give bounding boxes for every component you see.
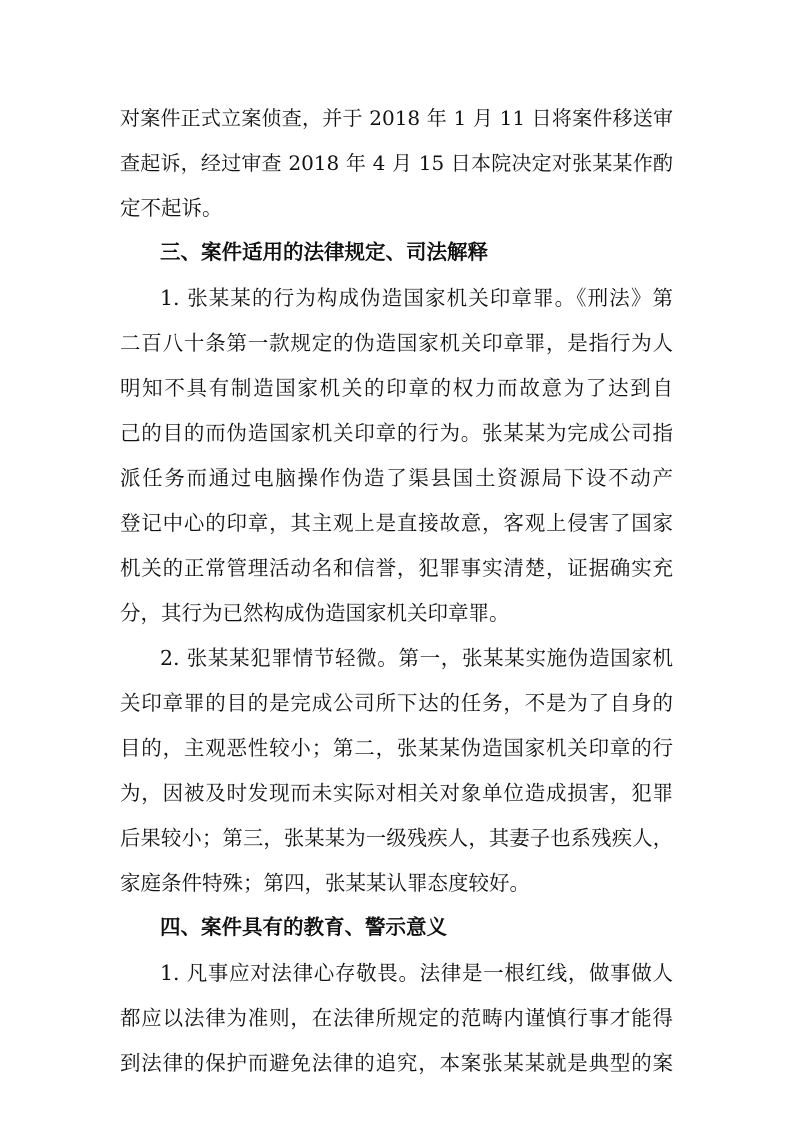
body-line: 2. 张某某犯罪情节轻微。第一，张某某实施伪造国家机 <box>160 646 673 670</box>
body-line: 机关的正常管理活动名和信誉，犯罪事实清楚，证据确实充 <box>120 556 673 580</box>
body-line: 1. 凡事应对法律心存敬畏。法律是一根红线，做事做人 <box>160 961 673 985</box>
body-line: 到法律的保护而避免法律的追究，本案张某某就是典型的案 <box>120 1051 673 1075</box>
body-line: 明知不具有制造国家机关的印章的权力而故意为了达到自 <box>120 376 673 400</box>
body-line: 后果较小；第三，张某某为一级残疾人，其妻子也系残疾人， <box>120 826 673 850</box>
body-line: 目的，主观恶性较小；第二，张某某伪造国家机关印章的行 <box>120 736 673 760</box>
body-line: 家庭条件特殊；第四，张某某认罪态度较好。 <box>120 871 530 895</box>
section-heading-three: 三、案件适用的法律规定、司法解释 <box>160 240 488 264</box>
body-line: 登记中心的印章，其主观上是直接故意，客观上侵害了国家 <box>120 511 673 535</box>
body-line: 二百八十条第一款规定的伪造国家机关印章罪，是指行为人 <box>120 331 673 355</box>
body-line: 定不起诉。 <box>120 196 223 220</box>
section-heading-four: 四、案件具有的教育、警示意义 <box>160 915 447 939</box>
body-line: 己的目的而伪造国家机关印章的行为。张某某为完成公司指 <box>120 421 673 445</box>
body-line: 1. 张某某的行为构成伪造国家机关印章罪。《刑法》第 <box>160 286 673 310</box>
body-line: 都应以法律为准则，在法律所规定的范畴内谨慎行事才能得 <box>120 1006 673 1030</box>
body-line: 对案件正式立案侦查，并于 2018 年 1 月 11 日将案件移送审 <box>120 106 673 130</box>
body-line: 查起诉，经过审查 2018 年 4 月 15 日本院决定对张某某作酌 <box>120 151 673 175</box>
body-line: 关印章罪的目的是完成公司所下达的任务，不是为了自身的 <box>120 691 673 715</box>
body-line: 派任务而通过电脑操作伪造了渠县国土资源局下设不动产 <box>120 466 673 490</box>
body-line: 分，其行为已然构成伪造国家机关印章罪。 <box>120 601 510 625</box>
body-line: 为，因被及时发现而未实际对相关对象单位造成损害，犯罪 <box>120 781 673 805</box>
